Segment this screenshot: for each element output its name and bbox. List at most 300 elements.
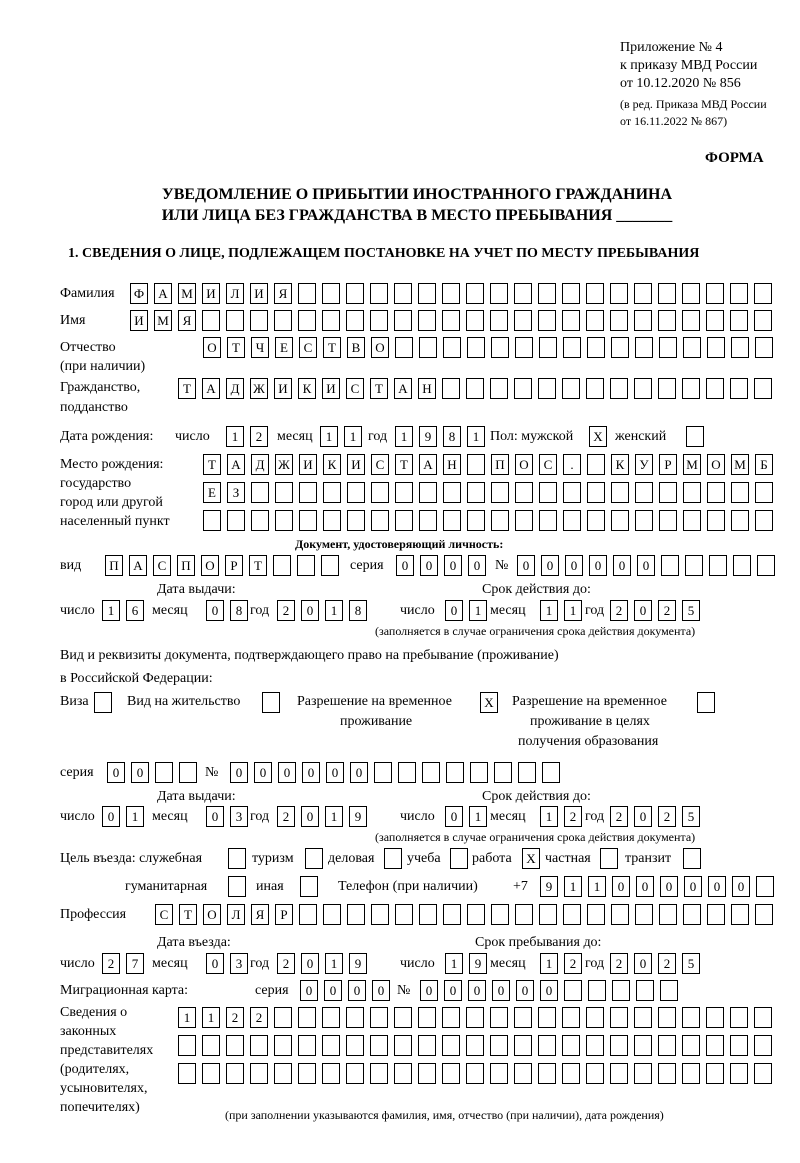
doc_number-cell[interactable] [661, 555, 679, 576]
name-cell[interactable] [610, 310, 628, 331]
citizenship-cell[interactable]: А [202, 378, 220, 399]
rep_row2-cell[interactable] [754, 1035, 772, 1056]
patronymic-cell[interactable]: Т [227, 337, 245, 358]
doc_number-cell[interactable] [757, 555, 775, 576]
name-cell[interactable] [394, 310, 412, 331]
citizenship-cell[interactable] [610, 378, 628, 399]
citizenship-cell[interactable]: А [394, 378, 412, 399]
surname-cell[interactable]: А [154, 283, 172, 304]
patronymic-cell[interactable]: О [203, 337, 221, 358]
doc_series-cell[interactable]: 0 [396, 555, 414, 576]
rep_row2-cell[interactable] [322, 1035, 340, 1056]
surname-cell[interactable] [346, 283, 364, 304]
right_number-cell[interactable] [470, 762, 488, 783]
right_issue_year-cell[interactable]: 9 [349, 806, 367, 827]
rep_row1-cell[interactable] [538, 1007, 556, 1028]
pob_row2-cell[interactable] [275, 482, 293, 503]
rep_row3-cell[interactable] [442, 1063, 460, 1084]
pob_row2-cell[interactable] [323, 482, 341, 503]
rep_row3-cell[interactable] [226, 1063, 244, 1084]
rep_row2-cell[interactable] [490, 1035, 508, 1056]
name-cell[interactable] [418, 310, 436, 331]
phone-cell[interactable]: 1 [588, 876, 606, 897]
pob_row1-cell[interactable]: И [299, 454, 317, 475]
citizenship-cell[interactable]: Ж [250, 378, 268, 399]
rep_row3-cell[interactable] [682, 1063, 700, 1084]
rep_row2-cell[interactable] [730, 1035, 748, 1056]
right_valid_month-cell[interactable]: 1 [540, 806, 558, 827]
pob_row1-cell[interactable]: С [539, 454, 557, 475]
mig_number-cell[interactable] [660, 980, 678, 1001]
profession-cell[interactable] [347, 904, 365, 925]
right_issue_year-cell[interactable]: 0 [301, 806, 319, 827]
rep_row1-cell[interactable]: 2 [226, 1007, 244, 1028]
name-cell[interactable] [226, 310, 244, 331]
mig_number-cell[interactable] [612, 980, 630, 1001]
citizenship-cell[interactable] [538, 378, 556, 399]
doc_series-cell[interactable]: 0 [444, 555, 462, 576]
name-cell[interactable] [586, 310, 604, 331]
phone-cell[interactable]: 1 [564, 876, 582, 897]
surname-cell[interactable] [586, 283, 604, 304]
pob_row1-cell[interactable]: О [707, 454, 725, 475]
doc_issue_day-cell[interactable]: 1 [102, 600, 120, 621]
doc_number-cell[interactable] [685, 555, 703, 576]
pob_row1-cell[interactable]: Н [443, 454, 461, 475]
right_number-cell[interactable]: 0 [254, 762, 272, 783]
phone-cell[interactable]: 0 [636, 876, 654, 897]
citizenship-cell[interactable]: Д [226, 378, 244, 399]
entry_day-cell[interactable]: 7 [126, 953, 144, 974]
pob_row2-cell[interactable] [251, 482, 269, 503]
pob_row2-cell[interactable]: Е [203, 482, 221, 503]
rep_row1-cell[interactable] [418, 1007, 436, 1028]
name-cell[interactable] [274, 310, 292, 331]
doc_issue_month-cell[interactable]: 0 [206, 600, 224, 621]
pob_row3-cell[interactable] [491, 510, 509, 531]
pob_row1-cell[interactable]: К [611, 454, 629, 475]
pob_row2-cell[interactable] [443, 482, 461, 503]
rep_row2-cell[interactable] [706, 1035, 724, 1056]
patronymic-cell[interactable] [443, 337, 461, 358]
right_number-cell[interactable]: 0 [230, 762, 248, 783]
surname-cell[interactable]: Ф [130, 283, 148, 304]
citizenship-cell[interactable] [754, 378, 772, 399]
surname-cell[interactable] [490, 283, 508, 304]
rep_row3-cell[interactable] [250, 1063, 268, 1084]
dob_year-cell[interactable]: 1 [467, 426, 485, 447]
pob_row1-cell[interactable]: О [515, 454, 533, 475]
rep_row1-cell[interactable] [754, 1007, 772, 1028]
stay_year-cell[interactable]: 2 [610, 953, 628, 974]
name-cell[interactable] [322, 310, 340, 331]
surname-cell[interactable] [562, 283, 580, 304]
pob_row3-cell[interactable] [395, 510, 413, 531]
name-cell[interactable] [298, 310, 316, 331]
p_transit-checkbox[interactable] [683, 848, 701, 869]
profession-cell[interactable]: Т [179, 904, 197, 925]
doc_series-cell[interactable]: 0 [420, 555, 438, 576]
surname-cell[interactable] [706, 283, 724, 304]
right_issue_year-cell[interactable]: 1 [325, 806, 343, 827]
rep_row1-cell[interactable] [658, 1007, 676, 1028]
right_number-cell[interactable] [398, 762, 416, 783]
pob_row1-cell[interactable]: П [491, 454, 509, 475]
profession-cell[interactable] [443, 904, 461, 925]
right_number-cell[interactable]: 0 [302, 762, 320, 783]
right_number-cell[interactable]: 0 [326, 762, 344, 783]
citizenship-cell[interactable]: Н [418, 378, 436, 399]
rep_row2-cell[interactable] [418, 1035, 436, 1056]
pob_row1-cell[interactable]: М [731, 454, 749, 475]
doc_issue_year-cell[interactable]: 1 [325, 600, 343, 621]
surname-cell[interactable] [754, 283, 772, 304]
rep_row1-cell[interactable] [706, 1007, 724, 1028]
doc_kind-cell[interactable]: П [105, 555, 123, 576]
profession-cell[interactable] [419, 904, 437, 925]
citizenship-cell[interactable] [490, 378, 508, 399]
rep_row1-cell[interactable] [370, 1007, 388, 1028]
doc_number-cell[interactable] [733, 555, 751, 576]
rep_row3-cell[interactable] [754, 1063, 772, 1084]
sex_male-checkbox[interactable]: X [589, 426, 607, 447]
pob_row3-cell[interactable] [731, 510, 749, 531]
rep_row3-cell[interactable] [322, 1063, 340, 1084]
right_valid_day-cell[interactable]: 0 [445, 806, 463, 827]
name-cell[interactable] [730, 310, 748, 331]
patronymic-cell[interactable] [539, 337, 557, 358]
entry_year-cell[interactable]: 2 [277, 953, 295, 974]
citizenship-cell[interactable] [730, 378, 748, 399]
surname-cell[interactable] [298, 283, 316, 304]
rep_row2-cell[interactable] [202, 1035, 220, 1056]
doc_number-cell[interactable]: 0 [565, 555, 583, 576]
pob_row1-cell[interactable]: М [683, 454, 701, 475]
pob_row3-cell[interactable] [299, 510, 317, 531]
p_study-checkbox[interactable] [450, 848, 468, 869]
doc_kind-cell[interactable]: П [177, 555, 195, 576]
profession-cell[interactable] [467, 904, 485, 925]
stay_day-cell[interactable]: 9 [469, 953, 487, 974]
name-cell[interactable] [346, 310, 364, 331]
name-cell[interactable] [634, 310, 652, 331]
patronymic-cell[interactable] [755, 337, 773, 358]
rep_row1-cell[interactable]: 2 [250, 1007, 268, 1028]
surname-cell[interactable]: И [250, 283, 268, 304]
p_business-checkbox[interactable] [384, 848, 402, 869]
mig_number-cell[interactable] [588, 980, 606, 1001]
doc_kind-cell[interactable]: Т [249, 555, 267, 576]
citizenship-cell[interactable] [682, 378, 700, 399]
surname-cell[interactable]: И [202, 283, 220, 304]
right_series-cell[interactable]: 0 [107, 762, 125, 783]
surname-cell[interactable]: Л [226, 283, 244, 304]
phone-cell[interactable]: 0 [612, 876, 630, 897]
profession-cell[interactable] [323, 904, 341, 925]
right_series-cell[interactable] [155, 762, 173, 783]
doc_valid_month-cell[interactable]: 1 [564, 600, 582, 621]
mig_number-cell[interactable]: 0 [516, 980, 534, 1001]
patronymic-cell[interactable] [395, 337, 413, 358]
edu_residence-checkbox[interactable] [697, 692, 715, 713]
sex_female-checkbox[interactable] [686, 426, 704, 447]
doc_number-cell[interactable]: 0 [589, 555, 607, 576]
name-cell[interactable]: Я [178, 310, 196, 331]
rep_row1-cell[interactable] [274, 1007, 292, 1028]
p_service-checkbox[interactable] [228, 848, 246, 869]
right_issue_day-cell[interactable]: 0 [102, 806, 120, 827]
right_issue_month-cell[interactable]: 0 [206, 806, 224, 827]
pob_row3-cell[interactable] [755, 510, 773, 531]
surname-cell[interactable] [682, 283, 700, 304]
name-cell[interactable] [490, 310, 508, 331]
doc_issue_month-cell[interactable]: 8 [230, 600, 248, 621]
profession-cell[interactable] [587, 904, 605, 925]
phone-cell[interactable]: 0 [708, 876, 726, 897]
doc_kind-cell[interactable]: С [153, 555, 171, 576]
doc_valid_month-cell[interactable]: 1 [540, 600, 558, 621]
rep_row3-cell[interactable] [490, 1063, 508, 1084]
stay_year-cell[interactable]: 2 [658, 953, 676, 974]
entry_month-cell[interactable]: 0 [206, 953, 224, 974]
rep_row3-cell[interactable] [514, 1063, 532, 1084]
profession-cell[interactable]: Я [251, 904, 269, 925]
name-cell[interactable] [754, 310, 772, 331]
pob_row3-cell[interactable] [419, 510, 437, 531]
mig_series-cell[interactable]: 0 [324, 980, 342, 1001]
citizenship-cell[interactable]: К [298, 378, 316, 399]
name-cell[interactable] [370, 310, 388, 331]
patronymic-cell[interactable] [491, 337, 509, 358]
right_number-cell[interactable] [518, 762, 536, 783]
pob_row1-cell[interactable]: Д [251, 454, 269, 475]
citizenship-cell[interactable] [634, 378, 652, 399]
citizenship-cell[interactable] [658, 378, 676, 399]
profession-cell[interactable]: Л [227, 904, 245, 925]
pob_row3-cell[interactable] [275, 510, 293, 531]
surname-cell[interactable] [394, 283, 412, 304]
rep_row1-cell[interactable] [346, 1007, 364, 1028]
pob_row3-cell[interactable] [371, 510, 389, 531]
pob_row1-cell[interactable] [587, 454, 605, 475]
mig_number-cell[interactable]: 0 [420, 980, 438, 1001]
mig_series-cell[interactable]: 0 [300, 980, 318, 1001]
rep_row3-cell[interactable] [730, 1063, 748, 1084]
dob_day-cell[interactable]: 2 [250, 426, 268, 447]
mig_series-cell[interactable]: 0 [372, 980, 390, 1001]
citizenship-cell[interactable]: Т [178, 378, 196, 399]
rep_row1-cell[interactable] [514, 1007, 532, 1028]
doc_kind-cell[interactable]: А [129, 555, 147, 576]
profession-cell[interactable] [707, 904, 725, 925]
right_valid_day-cell[interactable]: 1 [469, 806, 487, 827]
doc_kind-cell[interactable]: О [201, 555, 219, 576]
name-cell[interactable] [250, 310, 268, 331]
doc_number-cell[interactable]: 0 [517, 555, 535, 576]
patronymic-cell[interactable]: О [371, 337, 389, 358]
rep_row3-cell[interactable] [370, 1063, 388, 1084]
dob_year-cell[interactable]: 8 [443, 426, 461, 447]
surname-cell[interactable] [658, 283, 676, 304]
patronymic-cell[interactable] [563, 337, 581, 358]
pob_row2-cell[interactable] [587, 482, 605, 503]
rep_row3-cell[interactable] [586, 1063, 604, 1084]
pob_row2-cell[interactable] [395, 482, 413, 503]
visa-checkbox[interactable] [94, 692, 112, 713]
rep_row1-cell[interactable] [322, 1007, 340, 1028]
profession-cell[interactable] [611, 904, 629, 925]
pob_row2-cell[interactable] [299, 482, 317, 503]
patronymic-cell[interactable] [683, 337, 701, 358]
name-cell[interactable] [658, 310, 676, 331]
rep_row2-cell[interactable] [514, 1035, 532, 1056]
pob_row1-cell[interactable]: И [347, 454, 365, 475]
name-cell[interactable] [442, 310, 460, 331]
rep_row3-cell[interactable] [298, 1063, 316, 1084]
phone-cell[interactable]: 0 [732, 876, 750, 897]
rep_row1-cell[interactable]: 1 [202, 1007, 220, 1028]
dob_year-cell[interactable]: 1 [395, 426, 413, 447]
profession-cell[interactable] [299, 904, 317, 925]
rep_row2-cell[interactable] [394, 1035, 412, 1056]
profession-cell[interactable]: Р [275, 904, 293, 925]
rep_row3-cell[interactable] [418, 1063, 436, 1084]
patronymic-cell[interactable] [611, 337, 629, 358]
rep_row2-cell[interactable] [250, 1035, 268, 1056]
rep_row3-cell[interactable] [346, 1063, 364, 1084]
pob_row1-cell[interactable]: К [323, 454, 341, 475]
stay_year-cell[interactable]: 0 [634, 953, 652, 974]
citizenship-cell[interactable]: И [274, 378, 292, 399]
right_number-cell[interactable] [446, 762, 464, 783]
right_valid_year-cell[interactable]: 2 [658, 806, 676, 827]
dob_month-cell[interactable]: 1 [320, 426, 338, 447]
phone-cell[interactable]: 0 [684, 876, 702, 897]
pob_row2-cell[interactable] [347, 482, 365, 503]
pob_row1-cell[interactable]: Р [659, 454, 677, 475]
doc_valid_day-cell[interactable]: 1 [469, 600, 487, 621]
right_number-cell[interactable] [422, 762, 440, 783]
rep_row3-cell[interactable] [634, 1063, 652, 1084]
right_series-cell[interactable]: 0 [131, 762, 149, 783]
name-cell[interactable] [562, 310, 580, 331]
phone-cell[interactable]: 9 [540, 876, 558, 897]
patronymic-cell[interactable] [731, 337, 749, 358]
pob_row3-cell[interactable] [659, 510, 677, 531]
name-cell[interactable] [466, 310, 484, 331]
rep_row3-cell[interactable] [466, 1063, 484, 1084]
mig_number-cell[interactable]: 0 [492, 980, 510, 1001]
surname-cell[interactable] [466, 283, 484, 304]
doc_valid_year-cell[interactable]: 2 [610, 600, 628, 621]
rep_row1-cell[interactable] [634, 1007, 652, 1028]
doc_kind-cell[interactable]: Р [225, 555, 243, 576]
doc_valid_year-cell[interactable]: 5 [682, 600, 700, 621]
citizenship-cell[interactable] [586, 378, 604, 399]
doc_series-cell[interactable]: 0 [468, 555, 486, 576]
pob_row2-cell[interactable] [419, 482, 437, 503]
pob_row3-cell[interactable] [587, 510, 605, 531]
surname-cell[interactable] [634, 283, 652, 304]
rep_row3-cell[interactable] [202, 1063, 220, 1084]
pob_row1-cell[interactable]: . [563, 454, 581, 475]
surname-cell[interactable] [514, 283, 532, 304]
rep_row1-cell[interactable] [730, 1007, 748, 1028]
doc_issue_year-cell[interactable]: 2 [277, 600, 295, 621]
surname-cell[interactable] [370, 283, 388, 304]
name-cell[interactable] [706, 310, 724, 331]
right_valid_year-cell[interactable]: 0 [634, 806, 652, 827]
right_number-cell[interactable] [542, 762, 560, 783]
rep_row2-cell[interactable] [370, 1035, 388, 1056]
profession-cell[interactable] [371, 904, 389, 925]
patronymic-cell[interactable] [467, 337, 485, 358]
rep_row3-cell[interactable] [562, 1063, 580, 1084]
pob_row3-cell[interactable] [563, 510, 581, 531]
surname-cell[interactable] [610, 283, 628, 304]
pob_row2-cell[interactable] [539, 482, 557, 503]
surname-cell[interactable] [730, 283, 748, 304]
pob_row2-cell[interactable] [515, 482, 533, 503]
pob_row3-cell[interactable] [203, 510, 221, 531]
pob_row2-cell[interactable] [611, 482, 629, 503]
right_number-cell[interactable]: 0 [278, 762, 296, 783]
patronymic-cell[interactable] [659, 337, 677, 358]
pob_row3-cell[interactable] [227, 510, 245, 531]
p_tourism-checkbox[interactable] [305, 848, 323, 869]
doc_issue_day-cell[interactable]: 6 [126, 600, 144, 621]
pob_row1-cell[interactable] [467, 454, 485, 475]
pob_row3-cell[interactable] [323, 510, 341, 531]
patronymic-cell[interactable] [419, 337, 437, 358]
rep_row1-cell[interactable] [394, 1007, 412, 1028]
phone-cell[interactable]: 0 [660, 876, 678, 897]
entry_year-cell[interactable]: 9 [349, 953, 367, 974]
pob_row1-cell[interactable]: А [227, 454, 245, 475]
pob_row3-cell[interactable] [539, 510, 557, 531]
profession-cell[interactable] [539, 904, 557, 925]
surname-cell[interactable]: М [178, 283, 196, 304]
right_valid_year-cell[interactable]: 5 [682, 806, 700, 827]
mig_number-cell[interactable] [636, 980, 654, 1001]
pob_row3-cell[interactable] [443, 510, 461, 531]
surname-cell[interactable] [538, 283, 556, 304]
rep_row2-cell[interactable] [610, 1035, 628, 1056]
rep_row2-cell[interactable] [346, 1035, 364, 1056]
patronymic-cell[interactable]: Ч [251, 337, 269, 358]
pob_row2-cell[interactable] [707, 482, 725, 503]
profession-cell[interactable] [683, 904, 701, 925]
pob_row1-cell[interactable]: Ж [275, 454, 293, 475]
surname-cell[interactable] [418, 283, 436, 304]
rep_row1-cell[interactable] [490, 1007, 508, 1028]
rep_row1-cell[interactable] [682, 1007, 700, 1028]
rep_row3-cell[interactable] [610, 1063, 628, 1084]
profession-cell[interactable]: С [155, 904, 173, 925]
entry_year-cell[interactable]: 0 [301, 953, 319, 974]
entry_month-cell[interactable]: 3 [230, 953, 248, 974]
phone-cell[interactable] [756, 876, 774, 897]
profession-cell[interactable] [731, 904, 749, 925]
mig_series-cell[interactable]: 0 [348, 980, 366, 1001]
pob_row1-cell[interactable]: А [419, 454, 437, 475]
pob_row2-cell[interactable] [563, 482, 581, 503]
stay_month-cell[interactable]: 2 [564, 953, 582, 974]
pob_row3-cell[interactable] [635, 510, 653, 531]
doc_issue_year-cell[interactable]: 8 [349, 600, 367, 621]
citizenship-cell[interactable]: С [346, 378, 364, 399]
rep_row2-cell[interactable] [562, 1035, 580, 1056]
